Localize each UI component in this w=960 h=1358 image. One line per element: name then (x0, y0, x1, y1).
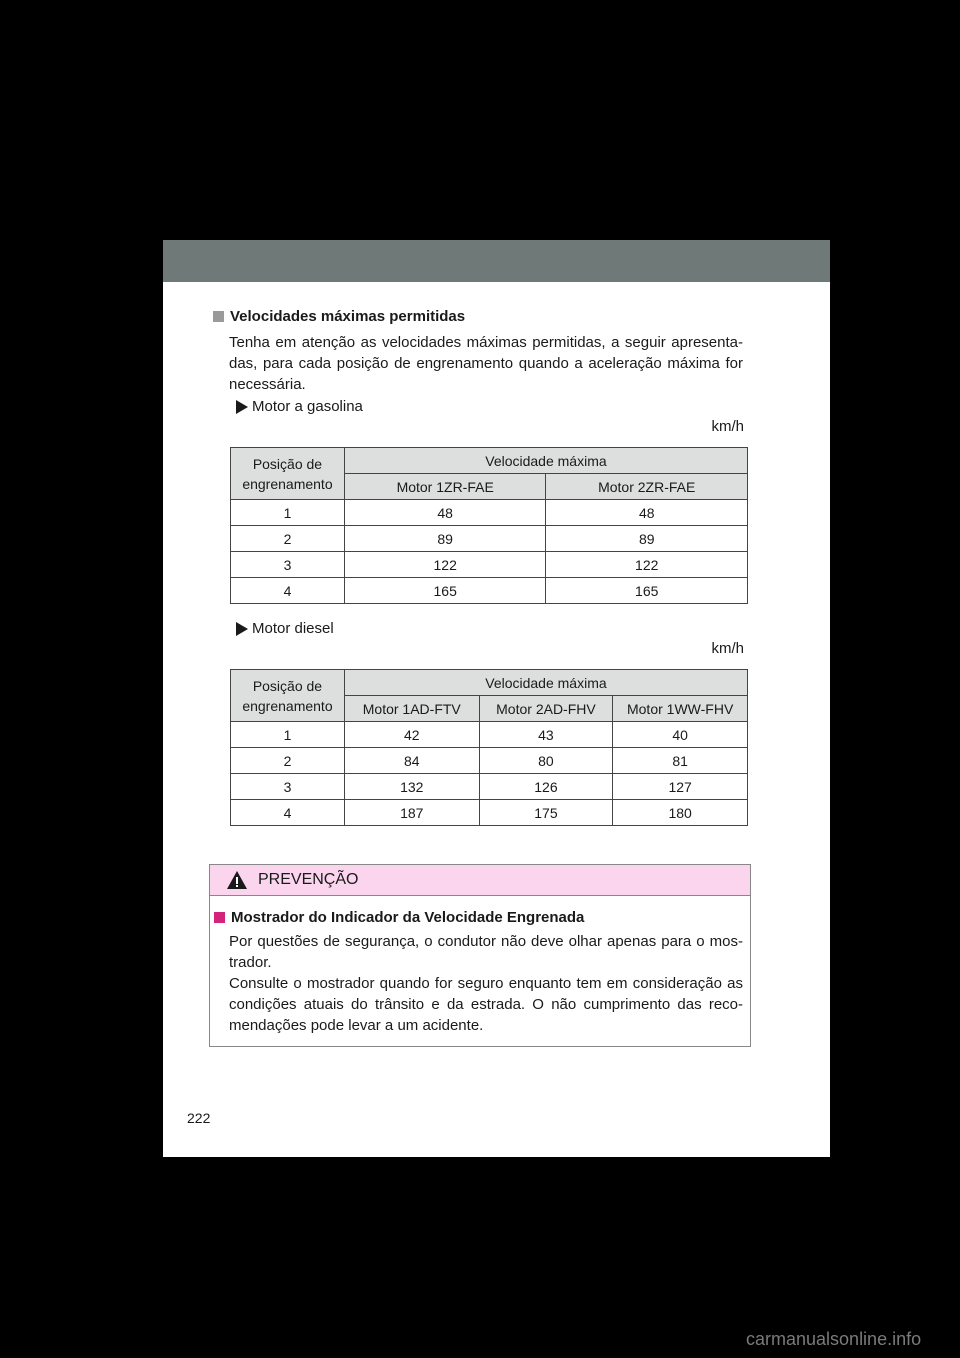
max-speed-header: Velocidade máxima (344, 670, 747, 696)
speed-cell: 165 (546, 578, 748, 604)
speed-cell: 127 (613, 774, 748, 800)
speed-cell: 132 (344, 774, 479, 800)
speed-cell: 48 (344, 500, 546, 526)
petrol-label (236, 398, 363, 415)
diesel-speed-table (230, 669, 748, 826)
watermark: carmanualsonline.info (746, 1329, 922, 1349)
gear-cell: 3 (231, 552, 345, 578)
gear-position-header: Posição de engrenamento (231, 448, 345, 500)
square-bullet-icon (214, 912, 225, 923)
table-row (231, 526, 748, 552)
gear-cell: 1 (231, 500, 345, 526)
gear-cell: 2 (231, 748, 345, 774)
diesel-unit: km/h (711, 640, 744, 657)
section-paragraph: Tenha em atenção as velocidades máximas permitidas, a seguir apresenta-das, para cada posição de engrenamento quando a aceleração máxima for necessária. (229, 334, 743, 393)
speed-cell: 175 (479, 800, 613, 826)
speed-cell: 122 (546, 552, 748, 578)
speed-cell: 48 (546, 500, 748, 526)
triangle-bullet-icon (236, 400, 248, 414)
speed-cell: 40 (613, 722, 748, 748)
column-header: Motor 2ZR-FAE (546, 474, 748, 500)
speed-cell: 122 (344, 552, 546, 578)
warning-subheading (214, 909, 584, 926)
warning-body (229, 931, 743, 1036)
speed-cell: 89 (344, 526, 546, 552)
speed-cell: 84 (344, 748, 479, 774)
speed-cell: 81 (613, 748, 748, 774)
square-bullet-icon (213, 311, 224, 322)
speed-cell: 180 (613, 800, 748, 826)
table-row (231, 500, 748, 526)
petrol-unit: km/h (711, 418, 744, 435)
warning-line: Consulte o mostrador quando for seguro enquanto tem em consideração as condições atuais do trânsito e da estrada. O não cumprimento das reco-mendações pode levar a um acidente. (229, 975, 743, 1034)
diesel-label (236, 620, 334, 637)
speed-cell: 126 (479, 774, 613, 800)
warning-icon (226, 870, 248, 890)
max-speed-header: Velocidade máxima (344, 448, 747, 474)
table-row (231, 774, 748, 800)
warning-subheading-text: Mostrador do Indicador da Velocidade Engrenada (231, 909, 585, 926)
table-row (231, 748, 748, 774)
speed-cell: 43 (479, 722, 613, 748)
gear-position-header: Posição de engrenamento (231, 670, 345, 722)
table-row (231, 800, 748, 826)
petrol-speed-table (230, 447, 748, 604)
column-header: Motor 1AD-FTV (344, 696, 479, 722)
speed-cell: 80 (479, 748, 613, 774)
gear-cell: 1 (231, 722, 345, 748)
table-row (231, 552, 748, 578)
speed-cell: 89 (546, 526, 748, 552)
section-heading (213, 308, 465, 325)
column-header: Motor 1WW-FHV (613, 696, 748, 722)
gear-cell: 2 (231, 526, 345, 552)
warning-box (209, 864, 751, 1047)
gear-cell: 3 (231, 774, 345, 800)
section-heading-text: Velocidades máximas permitidas (230, 308, 466, 325)
warning-title: PREVENÇÃO (258, 871, 359, 888)
table-row (231, 578, 748, 604)
gear-cell: 4 (231, 578, 345, 604)
diesel-label-text: Motor diesel (252, 620, 334, 637)
column-header: Motor 1ZR-FAE (344, 474, 546, 500)
speed-cell: 165 (344, 578, 546, 604)
speed-cell: 42 (344, 722, 479, 748)
gear-cell: 4 (231, 800, 345, 826)
triangle-bullet-icon (236, 622, 248, 636)
header-bar (163, 240, 830, 282)
warning-line: Por questões de segurança, o condutor não deve olhar apenas para o mos-trador. (229, 933, 743, 971)
petrol-label-text: Motor a gasolina (252, 398, 363, 415)
warning-header (210, 865, 750, 896)
speed-cell: 187 (344, 800, 479, 826)
manual-page (163, 240, 830, 1157)
column-header: Motor 2AD-FHV (479, 696, 613, 722)
page-number: 222 (187, 1110, 211, 1126)
table-row (231, 722, 748, 748)
